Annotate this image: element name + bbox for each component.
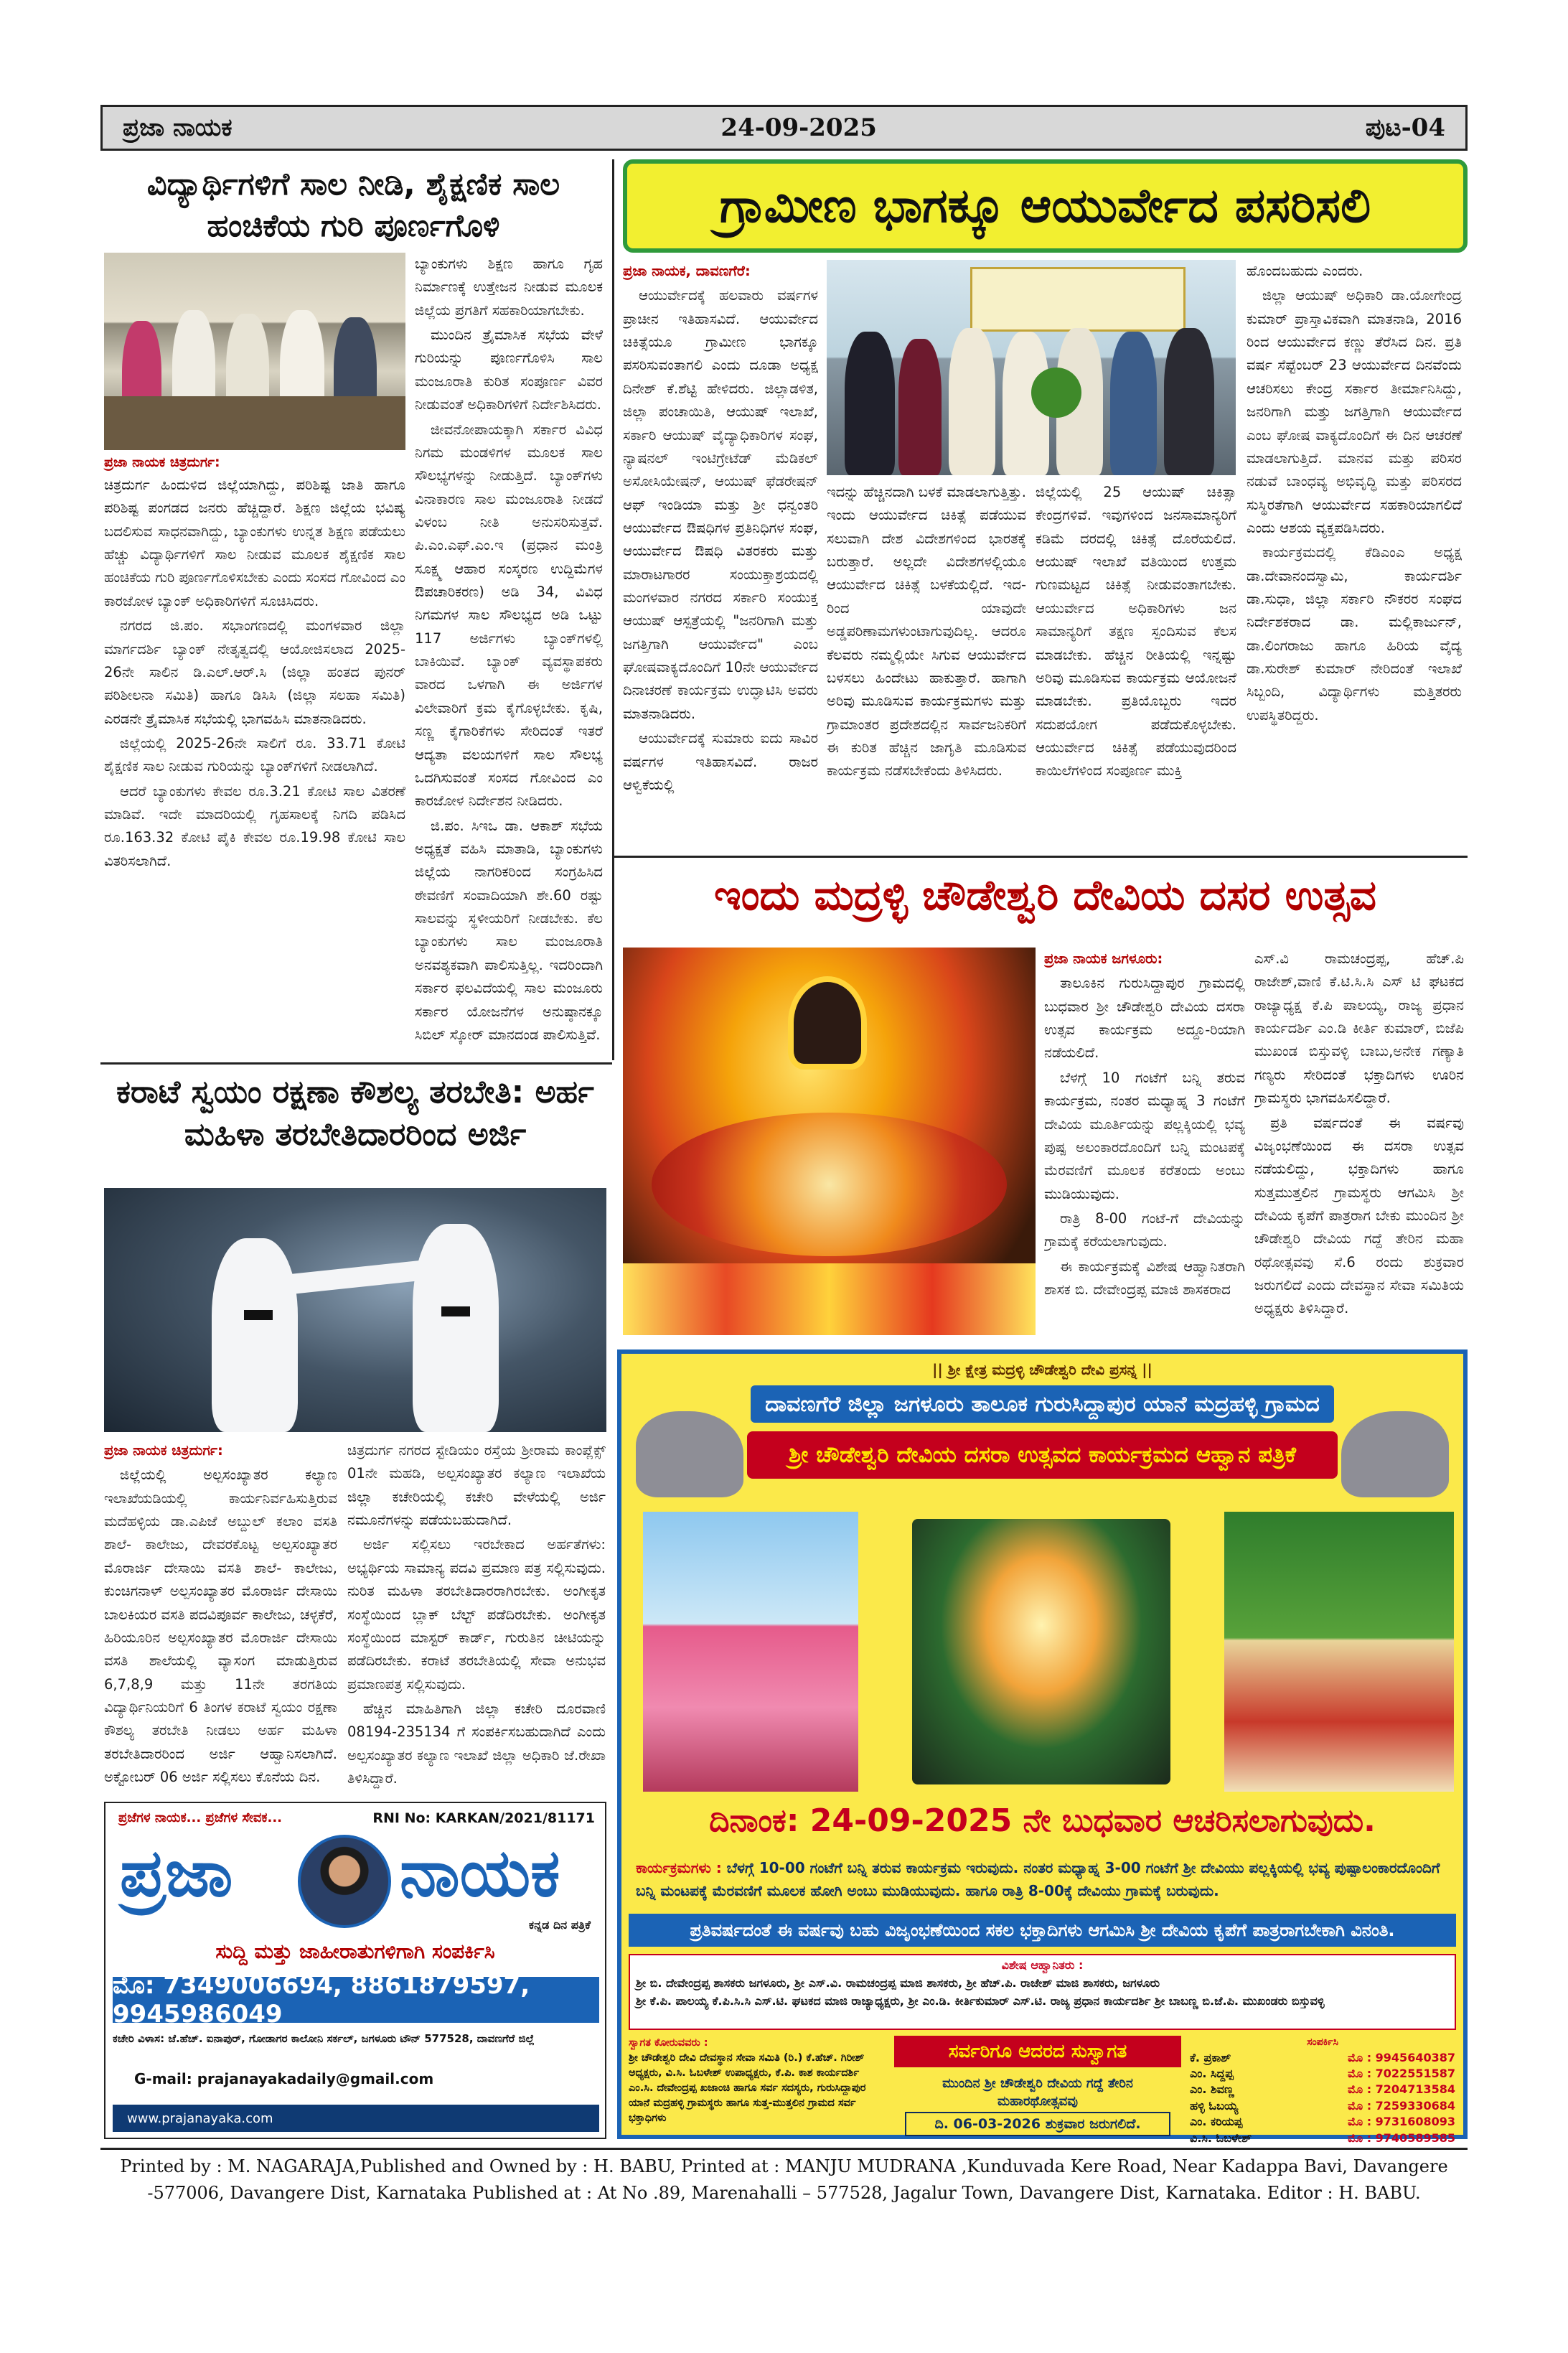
paragraph: ಕಾರ್ಯಕ್ರಮದಲ್ಲಿ ಕೆಡಿಎಂಎ ಅಧ್ಯಕ್ಷ ಡಾ.ದೇವಾನಂದಸ್ವಾಮಿ, ಕಾರ್ಯದರ್ಶಿ ಡಾ.ಸುಧಾ, ಜಿಲ್ಲಾ ಸರ್ಕಾರಿ ನೌಕರರ ಸಂಘದ ನಿರ್ದೇಶಕರಾದ ಡಾ. ಮಲ್ಲಿಕಾರ್ಜುನ್, ಡಾ.ಲಿಂಗರಾಜು ಹಾಗೂ ಹಿರಿಯ ವೈದ್ಯ ಡಾ.ಸುರೇಶ್ ಕುಮಾರ್ ನೇರಿದಂತೆ ಇಲಾಖೆ ಸಿಬ್ಬಂದಿ, ವಿದ್ಯಾರ್ಥಿಗಳು ಮತ್ತಿತರರು ಉಪಸ್ಥಿತರಿದ್ದರು. bbox=[1247, 544, 1462, 724]
karate-photo bbox=[104, 1188, 606, 1432]
story1-headline: ವಿದ್ಯಾರ್ಥಿಗಳಿಗೆ ಸಾಲ ನೀಡಿ, ಶೈಕ್ಷಣಿಕ ಸಾಲ ಹಂಚಿಕೆಯ ಗುರಿ ಪೂರ್ಣಗೊಳಿ bbox=[146, 167, 560, 245]
paragraph: ಬ್ಯಾಂಕುಗಳು ಶಿಕ್ಷಣ ಹಾಗೂ ಗೃಹ ನಿರ್ಮಾಣಕ್ಕೆ ಉತ್ತೇಜನ ನೀಡುವ ಮೂಲಕ ಜಿಲ್ಲೆಯ ಪ್ರಗತಿಗೆ ಸಹಕಾರಿಯಾಗಬೇಕು. bbox=[415, 256, 603, 319]
paragraph: ಜೀವನೋಪಾಯಕ್ಕಾಗಿ ಸರ್ಕಾರ ವಿವಿಧ ನಿಗಮ ಮಂಡಳಿಗಳ ಮೂಲಕ ಸಾಲ ಸೌಲಭ್ಯಗಳನ್ನು ನೀಡುತ್ತಿದೆ. ಬ್ಯಾಂಕ್‌ಗಳು ವಿನಾಕಾರಣ ಸಾಲ ಮಂಜೂರಾತಿ ನೀಡದೆ ವಿಳಂಬ ನೀತಿ ಅನುಸರಿಸುತ್ತವೆ. ಪಿ.ಎಂ.ಎಫ್.ಎಂ.ಇ (ಪ್ರಧಾನ ಮಂತ್ರಿ ಸೂಕ್ಷ್ಮ ಆಹಾರ ಸಂಸ್ಕರಣ ಉದ್ದಿಮೆಗಳ ಔಪಚಾರಿಕರಣ) ಅಡಿ 34, ವಿವಿಧ ನಿಗಮಗಳ ಸಾಲ ಸೌಲಭ್ಯದ ಅಡಿ ಒಟ್ಟು 117 ಅರ್ಜಿಗಳು ಬ್ಯಾಂಕ್‌ಗಳಲ್ಲಿ ಬಾಕಿಯಿವೆ. ಬ್ಯಾಂಕ್ ವ್ಯವಸ್ಥಾಪಕರು ವಾರದ ಒಳಗಾಗಿ ಈ ಅರ್ಜಿಗಳ ವಿಲೇವಾರಿಗೆ ಕ್ರಮ ಕೈಗೊಳ್ಳಬೇಕು. ಕೃಷಿ, ಸಣ್ಣ ಕೈಗಾರಿಕೆಗಳು ಸೇರಿದಂತೆ ಇತರೆ ಆದ್ಯತಾ ವಲಯಗಳಿಗೆ ಸಾಲ ಸೌಲಭ್ಯ ಒದಗಿಸುವಂತೆ ಸಂಸದ ಗೋವಿಂದ ಎಂ ಕಾರಜೋಳ ನಿರ್ದೇಶನ ನೀಡಿದರು. bbox=[415, 421, 603, 810]
meeting-photo bbox=[104, 253, 405, 450]
page-number: ಪುಟ-04 bbox=[1365, 113, 1445, 142]
prajanayaka-house-ad bbox=[104, 1802, 606, 2139]
masthead-subtitle: ಕನ್ನಡ ದಿನ ಪತ್ರಿಕೆ bbox=[528, 1918, 591, 1932]
temple-gopura-photo bbox=[643, 1512, 858, 1792]
masthead-right: ನಾಯಕ bbox=[400, 1835, 560, 1912]
guests-line-2: ಶ್ರೀ ಕೆ.ಪಿ. ಪಾಲಯ್ಯ ಕೆ.ಪಿ.ಸಿ.ಸಿ ಎಸ್.ಟಿ. ಘಟಕದ ಮಾಜಿ ರಾಜ್ಯಾಧ್ಯಕ್ಷರು, ಶ್ರೀ ಎಂ.ಡಿ. ಕೀರ್ತಿಕುಮಾರ್ ಎಸ್.ಟಿ. ರಾಜ್ಯ ಪ್ರಧಾನ ಕಾರ್ಯದರ್ಶಿ ಶ್ರೀ ಬಾಬಣ್ಣ ಬಿ.ಜೆ.ಪಿ. ಮುಖಂಡರು ಬಿಸ್ತುವಳ್ಳಿ bbox=[636, 1993, 1325, 2008]
story1-photo-caption: ಪ್ರಜಾ ನಾಯಕ ಚಿತ್ರದುರ್ಗ: bbox=[104, 454, 220, 470]
paragraph: ಜಿ.ಪಂ. ಸಿಇಒ ಡಾ. ಆಕಾಶ್ ಸಭೆಯ ಅಧ್ಯಕ್ಷತೆ ವಹಿಸಿ ಮಾತಾಡಿ, ಬ್ಯಾಂಕುಗಳು ಜಿಲ್ಲೆಯ ನಾಗರಿಕರಿಂದ ಸಂಗ್ರಹಿಸಿದ ಠೇವಣಿಗೆ ಸಂವಾದಿಯಾಗಿ ಶೇ.60 ರಷ್ಟು ಸಾಲವನ್ನು ಸ್ಥಳೀಯರಿಗೆ ನೀಡಬೇಕು. ಕೆಲ ಬ್ಯಾಂಕುಗಳು ಸಾಲ ಮಂಜೂರಾತಿ ಅನವಶ್ಯಕವಾಗಿ ಪಾಲಿಸುತ್ತಿಲ್ಲ. ಇದರಿಂದಾಗಿ ಸರ್ಕಾರ ಫಲವಿದೆಯಲ್ಲಿ ಸಾಲ ಮಂಜೂರು ಸರ್ಕಾರ ಯೋಜನೆಗಳ ಅನುಷ್ಠಾನಕ್ಕೂ ಸಿಬಿಲ್ ಸ್ಕೋರ್ ಮಾನದಂಡ ಪಾಲಿಸುತ್ತಿವೆ. bbox=[415, 817, 603, 1043]
story3-column-b bbox=[1254, 948, 1464, 1339]
guests-box bbox=[629, 1954, 1456, 2030]
paragraph: ಈ ಕಾರ್ಯಕ್ರಮಕ್ಕೆ ವಿಶೇಷ ಆಹ್ವಾನಿತರಾಗಿ ಶಾಸಕ ಬಿ. ದೇವೇಂದ್ರಪ್ಪ ಮಾಜಿ ಶಾಸಕರಾದ bbox=[1044, 1258, 1245, 1299]
paragraph: ಮುಂದಿನ ತ್ರೈಮಾಸಿಕ ಸಭೆಯ ವೇಳೆ ಗುರಿಯನ್ನು ಪೂರ್ಣಗೊಳಿಸಿ ಸಾಲ ಮಂಜೂರಾತಿ ಕುರಿತ ಸಂಪೂರ್ಣ ವಿವರ ನೀಡುವಂತೆ ಅಧಿಕಾರಿಗಳಿಗೆ ನಿರ್ದೇಶಿಸಿದರು. bbox=[415, 327, 603, 413]
contact-row: ಕೆ. ಪ್ರಕಾಶ್ ಮೊ : 9945640387 bbox=[1190, 2050, 1455, 2064]
goddess-photo bbox=[912, 1519, 1170, 1784]
story4-headline: ಕರಾಟೆ ಸ್ವಯಂ ರಕ್ಷಣಾ ಕೌಶಲ್ಯ ತರಬೇತಿ: ಅರ್ಹ ಮಹಿಳಾ ತರಬೇತಿದಾರರಿಂದ ಅರ್ಜಿ bbox=[116, 1074, 594, 1154]
paper-name: ಪ್ರಜಾ ನಾಯಕ bbox=[123, 113, 233, 142]
paragraph: ತಾಲೂಕಿನ ಗುರುಸಿದ್ದಾಪುರ ಗ್ರಾಮದಲ್ಲಿ ಬುಧವಾರ ಶ್ರೀ ಚೌಡೇಶ್ವರಿ ದೇವಿಯ ದಸರಾ ಉತ್ಸವ ಕಾರ್ಯಕ್ರಮ ಅದ್ದೂ-ರಿಯಾಗಿ ನಡೆಯಲಿದೆ. bbox=[1044, 975, 1245, 1062]
story2-headline: ಗ್ರಾಮೀಣ ಭಾಗಕ್ಕೂ ಆಯುರ್ವೇದ ಪಸರಿಸಲಿ bbox=[719, 178, 1371, 234]
welcome-text: ಶ್ರೀ ಚೌಡೇಶ್ವರಿ ದೇವಿ ದೇವಸ್ಥಾನ ಸೇವಾ ಸಮಿತಿ (ರಿ.) ಕೆ.ಹೆಚ್. ಗಿರೀಶ್ ಅಧ್ಯಕ್ಷರು, ವಿ.ಸಿ. ಓಬಳೇಶ್ ಉಪಾಧ್ಯಕ್ಷರು, ಕೆ.ಪಿ. ಕಾಶ ಕಾರ್ಯದರ್ಶಿ ಎಂ.ಸಿ. ದೇವೇಂದ್ರಪ್ಪ ಖಜಾಂಚಿ ಹಾಗೂ ಸರ್ವ ಸದಸ್ಯರು, ಗುರುಸಿದ್ದಾಪುರ ಯಾನೆ ಮದ್ರಹಳ್ಳಿ ಗ್ರಾಮಸ್ಥರು ಹಾಗೂ ಸುತ್ತ-ಮುತ್ತಲಿನ ಗ್ರಾಮದ ಸರ್ವ ಭಕ್ತಾಧಿಗಳು bbox=[629, 2052, 866, 2125]
paragraph: ಆಯುರ್ವೇದಕ್ಕೆ ಸುಮಾರು ಐದು ಸಾವಿರ ವರ್ಷಗಳ ಇತಿಹಾಸವಿದೆ. ರಾಜರ ಆಳ್ವಿಕೆಯಲ್ಲಿ bbox=[623, 730, 818, 793]
guests-label: ವಿಶೇಷ ಆಹ್ವಾನಿತರು : bbox=[1001, 1958, 1084, 1972]
dasara-invitation-ad bbox=[617, 1349, 1468, 2145]
elephant-right-icon bbox=[1341, 1411, 1449, 1497]
masthead-left: ಪ್ರಜಾ bbox=[120, 1835, 233, 1912]
imprint-line-2: -577006, Davangere Dist, Karnataka Published at : At No .89, Marenahalli – 577528, Jagalur Town, Davangere Dist, Karnataka. Editor : H. BABU. bbox=[147, 2183, 1421, 2204]
story2-column-a bbox=[623, 260, 818, 848]
paragraph: ಹೆಚ್ಚಿನ ಮಾಹಿತಿಗಾಗಿ ಜಿಲ್ಲಾ ಕಚೇರಿ ದೂರವಾಣಿ 08194-235134 ಗೆ ಸಂಪರ್ಕಿಸಬಹುದಾಗಿದೆ ಎಂದು ಅಲ್ಪಸಂಖ್ಯಾತರ ಕಲ್ಯಾಣ ಇಲಾಖೆ ಜಿಲ್ಲಾ ಅಧಿಕಾರಿ ಜೆ.ರೇಖಾ ತಿಳಿಸಿದ್ದಾರೆ. bbox=[347, 1700, 606, 1787]
story2-headline-box bbox=[623, 159, 1468, 253]
paragraph: ಅರ್ಜಿ ಸಲ್ಲಿಸಲು ಇರಬೇಕಾದ ಅರ್ಹತೆಗಳು: ಅಭ್ಯರ್ಥಿಯ ಸಾಮಾನ್ಯ ಪದವಿ ಪ್ರಮಾಣ ಪತ್ರ ಸಲ್ಲಿಸುವುದು. ನುರಿತ ಮಹಿಳಾ ತರಬೇತಿದಾರರಾಗಿರಬೇಕು. ಅಂಗೀಕೃತ ಸಂಸ್ಥೆಯಿಂದ ಬ್ಲಾಕ್ ಬೆಲ್ಟ್ ಪಡೆದಿರಬೇಕು. ಅಂಗೀಕೃತ ಸಂಸ್ಥೆಯಿಂದ ಮಾಸ್ಟರ್ ಕಾರ್ಡ್, ಗುರುತಿನ ಚೀಟಿಯನ್ನು ಪಡೆದಿರಬೇಕು. ಕರಾಟೆ ತರಬೇತಿಯಲ್ಲಿ ಸೇವಾ ಅನುಭವ ಪ್ರಮಾಣಪತ್ರ ಸಲ್ಲಿಸುವುದು. bbox=[347, 1536, 606, 1693]
paragraph: ಪ್ರತಿ ವರ್ಷದಂತೆ ಈ ವರ್ಷವು ವಿಜೃಂಭಣೆಯಿಂದ ಈ ದಸರಾ ಉತ್ಸವ ನಡೆಯಲಿದ್ದು, ಭಕ್ತಾದಿಗಳು ಹಾಗೂ ಸುತ್ತಮುತ್ತಲಿನ ಗ್ರಾಮಸ್ಥರು ಆಗಮಿಸಿ ಶ್ರೀ ದೇವಿಯ ಕೃಪೆಗೆ ಪಾತ್ರರಾಗ ಬೇಕು ಮುಂದಿನ ಶ್ರೀ ಚೌಡೇಶ್ವರಿ ದೇವಿಯ ಗದ್ದೆ ತೇರಿನ ಮಹಾ ರಥೋತ್ಸವವು ಸೆ.6 ರಂದು ಶುಕ್ರವಾರ ಜರುಗಲಿದೆ ಎಂದು ದೇವಸ್ಥಾನ ಸೇವಾ ಸಮಿತಿಯ ಅಧ್ಯಕ್ಷರು ತಿಳಿಸಿದ್ದಾರೆ. bbox=[1254, 1114, 1464, 1317]
paragraph: ಆದರೆ ಬ್ಯಾಂಕುಗಳು ಕೇವಲ ರೂ.3.21 ಕೋಟಿ ಸಾಲ ವಿತರಣೆ ಮಾಡಿವೆ. ಇದೇ ಮಾದರಿಯಲ್ಲಿ ಗೃಹಸಾಲಕ್ಕೆ ನಿಗದಿ ಪಡಿಸಿದ ರೂ.163.32 ಕೋಟಿ ಪೈಕಿ ಕೇವಲ ರೂ.19.98 ಕೋಟಿ ಸಾಲ ವಿತರಿಸಲಾಗಿದೆ. bbox=[104, 782, 405, 869]
invite-program bbox=[636, 1856, 1454, 1902]
next-event: ಮುಂದಿನ ಶ್ರೀ ಚೌಡೇಶ್ವರಿ ದೇವಿಯ ಗದ್ದೆ ತೇರಿನ ಮಹಾರಥೋತ್ಸವವು bbox=[942, 2076, 1133, 2110]
story4-column-a bbox=[104, 1439, 337, 1791]
phone-strip: ಮೊ: 7349006694, 8861879597, 9945986049 bbox=[113, 1977, 599, 2023]
paragraph: ನಗರದ ಜಿ.ಪಂ. ಸಭಾಂಗಣದಲ್ಲಿ ಮಂಗಳವಾರ ಜಿಲ್ಲಾ ಮಾರ್ಗದರ್ಶಿ ಬ್ಯಾಂಕ್ ನೇತೃತ್ವದಲ್ಲಿ ಆಯೋಜಿಸಲಾದ 2025-26ನೇ ಸಾಲಿನ ಡಿ.ಎಲ್.ಆರ್.ಸಿ (ಜಿಲ್ಲಾ ಹಂತದ ಪುನರ್ ಪರಿಶೀಲನಾ ಸಮಿತಿ) ಹಾಗೂ ಡಿಸಿಸಿ (ಜಿಲ್ಲಾ ಸಲಹಾ ಸಮಿತಿ) ಎರಡನೇ ತ್ರೈಮಾಸಿಕ ಸಭೆಯಲ್ಲಿ ಭಾಗವಹಿಸಿ ಮಾತನಾಡಿದರು. bbox=[104, 617, 405, 727]
story2-column-b bbox=[827, 481, 1026, 848]
program-text: ಬೆಳಗ್ಗೆ 10-00 ಗಂಟೆಗೆ ಬನ್ನಿ ತರುವ ಕಾರ್ಯಕ್ರಮ ಇರುವುದು. ನಂತರ ಮಧ್ಯಾಹ್ನ 3-00 ಗಂಟೆಗೆ ಶ್ರೀ ದೇವಿಯು ಪಲ್ಲಕ್ಕಿಯಲ್ಲಿ ಭವ್ಯ ಪುಷ್ಪಾಲಂಕಾರದೊಂದಿಗೆ ಬನ್ನಿ ಮಂಟಪಕ್ಕೆ ಮೆರವಣಿಗೆ ಮೂಲಕ ಹೋಗಿ ಅಂಬು ಮುಡಿಯುವುದು. ಹಾಗೂ ರಾತ್ರಿ 8-00ಕ್ಕೆ ದೇವಿಯು ಗ್ರಾಮಕ್ಕೆ ಬರುವುದು. bbox=[636, 1859, 1440, 1899]
contact-row: ಎಂ. ಶಿವಣ್ಣ ಮೊ : 7204713584 bbox=[1190, 2082, 1455, 2097]
paragraph: ಜಿಲ್ಲೆಯಲ್ಲಿ ಅಲ್ಪಸಂಖ್ಯಾತರ ಕಲ್ಯಾಣ ಇಲಾಖೆಯಡಿಯಲ್ಲಿ ಕಾರ್ಯನಿರ್ವಹಿಸುತ್ತಿರುವ ಮದೆಹಳ್ಳಿಯ ಡಾ.ಎಪಿಜೆ ಅಬ್ದುಲ್ ಕಲಾಂ ವಸತಿ ಶಾಲೆ- ಕಾಲೇಜು, ದೇವರಕೊಟ್ಟ ಅಲ್ಪಸಂಖ್ಯಾತರ ಮೊರಾರ್ಜಿ ದೇಸಾಯಿ ವಸತಿ ಶಾಲೆ- ಕಾಲೇಜು, ಕುಂಚಿಗನಾಳ್ ಅಲ್ಪಸಂಖ್ಯಾತರ ಮೊರಾರ್ಜಿ ದೇಸಾಯಿ ಬಾಲಕಿಯರ ವಸತಿ ಪದವಿಪೂರ್ವ ಕಾಲೇಜು, ಚಳ್ಳಕೆರೆ, ಹಿರಿಯೂರಿನ ಅಲ್ಪಸಂಖ್ಯಾತರ ಮೊರಾರ್ಜಿ ದೇಸಾಯಿ ವಸತಿ ಶಾಲೆಯಲ್ಲಿ ವ್ಯಾಸಂಗ ಮಾಡುತ್ತಿರುವ 6,7,8,9 ಮತ್ತು 11ನೇ ತರಗತಿಯ ವಿದ್ಯಾರ್ಥಿನಿಯರಿಗೆ 6 ತಿಂಗಳ ಕರಾಟೆ ಸ್ವಯಂ ರಕ್ಷಣಾ ಕೌಶಲ್ಯ ತರಬೇತಿ ನೀಡಲು ಅರ್ಹ ಮಹಿಳಾ ತರಬೇತಿದಾರರಿಂದ ಅರ್ಜಿ ಆಹ್ವಾನಿಸಲಾಗಿದೆ. ಅಕ್ಟೋಬರ್ 06 ಅರ್ಜಿ ಸಲ್ಲಿಸಲು ಕೊನೆಯ ದಿನ. bbox=[104, 1466, 337, 1786]
story2-column-c bbox=[1036, 481, 1236, 848]
story4-column-b bbox=[347, 1439, 606, 1791]
contacts-label: ಸಂಪರ್ಕಿಸಿ bbox=[1307, 2036, 1338, 2048]
program-label: ಕಾರ್ಯಕ್ರಮಗಳು : bbox=[636, 1859, 722, 1876]
story3-byline: ಪ್ರಜಾ ನಾಯಕ ಜಗಳೂರು: bbox=[1044, 950, 1163, 967]
paragraph: ಇದನ್ನು ಹೆಚ್ಚಿನದಾಗಿ ಬಳಕೆ ಮಾಡಲಾಗುತ್ತಿತ್ತು. ಇಂದು ಆಯುರ್ವೇದ ಚಿಕಿತ್ಸೆ ಪಡೆಯುವ ಸಲುವಾಗಿ ದೇಶ ವಿದೇಶಗಳಿಂದ ಭಾರತಕ್ಕೆ ಬರುತ್ತಾರೆ. ಅಲ್ಲದೇ ವಿದೇಶಗಳಲ್ಲಿಯೂ ಆಯುರ್ವೇದ ಚಿಕಿತ್ಸೆ ಬಳಕೆಯಲ್ಲಿದೆ. ಇದ-ರಿಂದ ಯಾವುದೇ ಅಡ್ಡಪರಿಣಾಮಗಳುಂಟಾಗುವುದಿಲ್ಲ. ಆದರೂ ಕೆಲವರು ನಮ್ಮಲ್ಲಿಯೇ ಸಿಗುವ ಆಯುರ್ವೇದ ಬಳಸಲು ಹಿಂದೇಟು ಹಾಕುತ್ತಾರೆ. ಹಾಗಾಗಿ ಅರಿವು ಮೂಡಿಸುವ ಕಾರ್ಯಕ್ರಮಗಳು ಮತ್ತು ಗ್ರಾಮಾಂತರ ಪ್ರದೇಶದಲ್ಲಿನ ಸಾರ್ವಜನಿಕರಿಗೆ ಈ ಕುರಿತ ಹೆಚ್ಚಿನ ಜಾಗೃತಿ ಮೂಡಿಸುವ ಕಾರ್ಯಕ್ರಮ ನಡೆಸಬೇಕೆಂದು ತಿಳಿಸಿದರು. bbox=[827, 484, 1026, 780]
issue-date: 24-09-2025 bbox=[720, 113, 877, 142]
story2-column-d bbox=[1247, 260, 1462, 848]
imprint-footer bbox=[100, 2153, 1468, 2207]
paragraph: ಜಿಲ್ಲೆಯಲ್ಲಿ 25 ಆಯುಷ್ ಚಿಕಿತ್ಸಾ ಕೇಂದ್ರಗಳಿವೆ. ಇವುಗಳಿಂದ ಜನಸಾಮಾನ್ಯರಿಗೆ ಕಡಿಮೆ ದರದಲ್ಲಿ ಚಿಕಿತ್ಸೆ ದೊರೆಯಲಿದೆ. ಆಯುಷ್ ಇಲಾಖೆ ವತಿಯಿಂದ ಉತ್ತಮ ಗುಣಮಟ್ಟದ ಚಿಕಿತ್ಸೆ ನೀಡುವಂತಾಗಬೇಕು. ಆಯುರ್ವೇದ ಅಧಿಕಾರಿಗಳು ಜನ ಸಾಮಾನ್ಯರಿಗೆ ತಕ್ಷಣ ಸ್ಪಂದಿಸುವ ಕೆಲಸ ಮಾಡಬೇಕು. ಹೆಚ್ಚಿನ ರೀತಿಯಲ್ಲಿ ಇನ್ನಷ್ಟು ಅರಿವು ಮೂಡಿಸುವ ಕಾರ್ಯಕ್ರಮ ಆಯೋಜನೆ ಮಾಡಬೇಕು. ಪ್ರತಿಯೊಬ್ಬರು ಇದರ ಸದುಪಯೋಗ ಪಡೆದುಕೊಳ್ಳಬೇಕು. ಆಯುರ್ವೇದ ಚಿಕಿತ್ಸೆ ಪಡೆಯುವುದರಿಂದ ಕಾಯಿಲೆಗಳಿಂದ ಸಂಪೂರ್ಣ ಮುಕ್ತಿ bbox=[1036, 484, 1236, 780]
story3-column-a bbox=[1044, 948, 1245, 1339]
paragraph: ಚಿತ್ರದುರ್ಗ ಹಿಂದುಳಿದ ಜಿಲ್ಲೆಯಾಗಿದ್ದು, ಪರಿಶಿಷ್ಟ ಜಾತಿ ಹಾಗೂ ಪರಿಶಿಷ್ಟ ಪಂಗಡದ ಜನರು ಹೆಚ್ಚಿದ್ದಾರೆ. ಶಿಕ್ಷಣ ಜಿಲ್ಲೆಯ ಭವಿಷ್ಯ ಬದಲಿಸುವ ಸಾಧನವಾಗಿದ್ದು, ಬ್ಯಾಂಕುಗಳು ಉನ್ನತ ಶಿಕ್ಷಣ ಪಡೆಯಲು ಹೆಚ್ಚು ವಿದ್ಯಾರ್ಥಿಗಳಿಗೆ ಸಾಲ ನೀಡುವ ಮೂಲಕ ಶೈಕ್ಷಣಿಕ ಸಾಲ ಹಂಚಿಕೆಯ ಗುರಿ ಪೂರ್ಣಗೊಳಿಸಬೇಕು ಎಂದು ಸಂಸದ ಗೋವಿಂದ ಎಂ ಕಾರಜೋಳ ಬ್ಯಾಂಕ್ ಅಧಿಕಾರಿಗಳಿಗೆ ಸೂಚಿಸಿದರು. bbox=[104, 477, 405, 609]
paragraph: ಎಸ್.ವಿ ರಾಮಚಂದ್ರಪ್ಪ, ಹೆಚ್.ಪಿ ರಾಜೇಶ್,ವಾಣಿ ಕೆ.ಟಿ.ಸಿ.ಸಿ ಎಸ್ ಟಿ ಘಟಕದ ರಾಜ್ಯಾಧ್ಯಕ್ಷ ಕೆ.ಪಿ ಪಾಲಯ್ಯ, ರಾಜ್ಯ ಪ್ರಧಾನ ಕಾರ್ಯದರ್ಶಿ ಎಂ.ಡಿ ಕೀರ್ತಿ ಕುಮಾರ್, ಬಿಜೆಪಿ ಮುಖಂಡ ಬಿಸ್ತುವಳ್ಳಿ ಬಾಬು,ಅನೇಕ ಗಣ್ಯಾತಿ ಗಣ್ಯರು ಸೇರಿದಂತೆ ಭಕ್ತಾದಿಗಳು ಊರಿನ ಗ್ರಾಮಸ್ಥರು ಭಾಗವಹಿಸಲಿದ್ದಾರೆ. bbox=[1254, 950, 1464, 1107]
invite-place: ದಾವಣಗೆರೆ ಜಿಲ್ಲಾ ಜಗಳೂರು ತಾಲೂಕ ಗುರುಸಿದ್ದಾಪುರ ಯಾನೆ ಮದ್ರಹಳ್ಳಿ ಗ್ರಾಮದ bbox=[751, 1385, 1334, 1423]
house-ad-tagline: ಪ್ರಜೆಗಳ ನಾಯಕ... ಪ್ರಜೆಗಳ ಸೇವಕ... bbox=[118, 1810, 283, 1825]
paragraph: ಹೊಂದಬಹುದು ಎಂದರು. bbox=[1247, 263, 1363, 279]
contact-row: ವಿ.ಸಿ. ಓಬಳೇಶ್ ಮೊ : 9740589585 bbox=[1190, 2130, 1455, 2145]
contacts-box bbox=[1190, 2036, 1455, 2145]
story4-byline: ಪ್ರಜಾ ನಾಯಕ ಚಿತ್ರದುರ್ಗ: bbox=[104, 1442, 223, 1459]
paragraph: ಜಿಲ್ಲೆಯಲ್ಲಿ 2025-26ನೇ ಸಾಲಿಗೆ ರೂ. 33.71 ಕೋಟಿ ಶೈಕ್ಷಣಿಕ ಸಾಲ ನೀಡುವ ಗುರಿಯನ್ನು ಬ್ಯಾಂಕ್‌ಗಳಿಗೆ ನೀಡಲಾಗಿದೆ. bbox=[104, 734, 405, 775]
page-header-bar bbox=[100, 105, 1468, 151]
invite-top-line: || ಶ್ರೀ ಕ್ಷೇತ್ರ ಮದ್ರಳ್ಳಿ ಚೌಡೇಶ್ವರಿ ದೇವಿ ಪ್ರಸನ್ನ || bbox=[932, 1361, 1152, 1378]
next-event-date: ದಿ. 06-03-2026 ಶುಕ್ರವಾರ ಜರುಗಲಿದೆ. bbox=[905, 2112, 1170, 2136]
footer-rule bbox=[100, 2148, 1468, 2150]
ambedkar-portrait bbox=[298, 1835, 391, 1928]
invite-title: ಶ್ರೀ ಚೌಡೇಶ್ವರಿ ದೇವಿಯ ದಸರಾ ಉತ್ಸವದ ಕಾರ್ಯಕ್ರಮದ ಆಹ್ವಾನ ಪತ್ರಿಕೆ bbox=[747, 1431, 1338, 1479]
paragraph: ಆಯುರ್ವೇದಕ್ಕೆ ಹಲವಾರು ವರ್ಷಗಳ ಪ್ರಾಚೀನ ಇತಿಹಾಸವಿದೆ. ಆಯುರ್ವೇದ ಚಿಕಿತ್ಸೆಯೂ ಗ್ರಾಮೀಣ ಭಾಗಕ್ಕೂ ಪಸರಿಸುವಂತಾಗಲಿ ಎಂದು ದೂಡಾ ಅಧ್ಯಕ್ಷ ದಿನೇಶ್ ಕೆ.ಶೆಟ್ಟಿ ಹೇಳಿದರು. ಜಿಲ್ಲಾಡಳಿತ, ಜಿಲ್ಲಾ ಪಂಚಾಯಿತಿ, ಆಯುಷ್ ಇಲಾಖೆ, ಸರ್ಕಾರಿ ಆಯುಷ್ ವೈದ್ಯಾಧಿಕಾರಿಗಳ ಸಂಘ, ನ್ಯಾಷನಲ್ ಇಂಟಿಗ್ರೇಟೆಡ್ ಮೆಡಿಕಲ್ ಅಸೋಸಿಯೇಷನ್, ಆಯುಷ್ ಫೆಡರೇಷನ್ ಆಫ್ ಇಂಡಿಯಾ ಮತ್ತು ಶ್ರೀ ಧನ್ವಂತರಿ ಆಯುರ್ವೇದ ಔಷಧಿಗಳ ಪ್ರತಿನಿಧಿಗಳ ಸಂಘ, ಆಯುರ್ವೇದ ಔಷಧಿ ವಿತರಕರು ಮತ್ತು ಮಾರಾಟಗಾರರ ಸಂಯುಕ್ತಾಶ್ರಯದಲ್ಲಿ ಮಂಗಳವಾರ ನಗರದ ಸರ್ಕಾರಿ ಸಂಯುಕ್ತ ಆಯುಷ್ ಆಸ್ಪತ್ರೆಯಲ್ಲಿ "ಜನರಿಗಾಗಿ ಮತ್ತು ಜಗತ್ತಿಗಾಗಿ ಆಯುರ್ವೇದ" ಎಂಬ ಘೋಷವಾಕ್ಯದೊಂದಿಗೆ 10ನೇ ಆಯುರ್ವೇದ ದಿನಾಚರಣೆ ಕಾರ್ಯಕ್ರಮ ಉದ್ಘಾಟಿಸಿ ಅವರು ಮಾತನಾಡಿದರು. bbox=[623, 287, 818, 722]
section-divider bbox=[100, 1062, 612, 1065]
office-address: ಕಚೇರಿ ವಿಳಾಸ: ಜೆ.ಹೆಚ್. ಐನಾಪುರ್, ಗೋಡಾಗರ ಕಾಲೋನಿ ಸರ್ಕಲ್, ಜಗಳೂರು ಟೌನ್ 577528, ದಾವಣಗೆರೆ ಜಿಲ್ಲೆ bbox=[113, 2032, 535, 2045]
story1-column-b bbox=[415, 253, 603, 1057]
story3-headline: ಇಂದು ಮದ್ರಳ್ಳಿ ಚೌಡೇಶ್ವರಿ ದೇವಿಯ ದಸರ ಉತ್ಸವ bbox=[714, 871, 1376, 920]
imprint-line-1: Printed by : M. NAGARAJA,Published and Owned by : H. BABU, Printed at : MANJU MUDRANA ,Kunduvada Kere Road, Near Kadappa Bavi, Davangere bbox=[120, 2156, 1448, 2176]
invite-appeal: ಪ್ರತಿವರ್ಷದಂತೆ ಈ ವರ್ಷವು ಬಹು ವಿಜೃಂಭಣೆಯಿಂದ ಸಕಲ ಭಕ್ತಾದಿಗಳು ಆಗಮಿಸಿ ಶ್ರೀ ದೇವಿಯ ಕೃಪೆಗೆ ಪಾತ್ರರಾಗಬೇಕಾಗಿ ವಿನಂತಿ. bbox=[629, 1914, 1456, 1947]
invite-date-line: ದಿನಾಂಕ: 24-09-2025 ನೇ ಬುಧವಾರ ಆಚರಿಸಲಾಗುವುದು. bbox=[709, 1802, 1376, 1839]
contact-row: ಎಂ. ಸಿದ್ದಪ್ಪ ಮೊ : 7022551587 bbox=[1190, 2066, 1455, 2080]
section-divider bbox=[614, 856, 1468, 858]
email-line: G-mail: prajanayakadaily@gmail.com bbox=[134, 2070, 434, 2087]
temple-flowers-photo bbox=[623, 948, 1036, 1335]
ayurveda-event-photo bbox=[827, 260, 1236, 475]
paragraph: ರಾತ್ರಿ 8-00 ಗಂಟೆ-ಗೆ ದೇವಿಯನ್ನು ಗ್ರಾಮಕ್ಕೆ ಕರೆಯಲಾಗುವುದು. bbox=[1044, 1210, 1245, 1250]
elephant-left-icon bbox=[636, 1411, 743, 1497]
guests-line-1: ಶ್ರೀ ಬಿ. ದೇವೇಂದ್ರಪ್ಪ ಶಾಸಕರು ಜಗಳೂರು, ಶ್ರೀ ಎಸ್.ವಿ. ರಾಮಚಂದ್ರಪ್ಪ ಮಾಜಿ ಶಾಸಕರು, ಶ್ರೀ ಹೆಚ್.ಪಿ. ರಾಜೇಶ್ ಮಾಜಿ ಶಾಸಕರು, ಜಗಳೂರು bbox=[636, 1975, 1160, 1990]
website-url: www.prajanayaka.com bbox=[127, 2110, 273, 2126]
paragraph: ಜಿಲ್ಲಾ ಆಯುಷ್ ಅಧಿಕಾರಿ ಡಾ.ಯೋಗೇಂದ್ರ ಕುಮಾರ್ ಪ್ರಾಸ್ತಾವಿಕವಾಗಿ ಮಾತನಾಡಿ, 2016 ರಿಂದ ಆಯುರ್ವೇದ ಕಣ್ಣು ತೆರೆಸಿದ ದಿನ. ಪ್ರತಿ ವರ್ಷ ಸೆಪ್ಟೆಂಬರ್ 23 ಆಯುರ್ವೇದ ದಿನವೆಂದು ಆಚರಿಸಲು ಕೇಂದ್ರ ಸರ್ಕಾರ ತೀರ್ಮಾನಿಸಿದ್ದು, ಜನರಿಗಾಗಿ ಮತ್ತು ಜಗತ್ತಿಗಾಗಿ ಆಯುರ್ವೇದ ಎಂಬ ಘೋಷ ವಾಕ್ಯದೊಂದಿಗೆ ಈ ದಿನ ಆಚರಣೆ ಮಾಡಲಾಗುತ್ತಿದೆ. ಮಾನವ ಮತ್ತು ಪರಿಸರ ನಡುವೆ ಬಾಂಧವ್ಯ ಅಭಿವೃದ್ಧಿ ಮತ್ತು ಪರಿಸರದ ಸುಸ್ಥಿರತೆಗಾಗಿ ಆಯುರ್ವೇದ ಸಹಕಾರಿಯಾಗಲಿದೆ ಎಂದು ಆಶಯ ವ್ಯಕ್ತಪಡಿಸಿದರು. bbox=[1247, 287, 1462, 536]
story1-column-a bbox=[104, 474, 405, 1057]
contact-line: ಸುದ್ದಿ ಮತ್ತು ಜಾಹೀರಾತುಗಳಿಗಾಗಿ ಸಂಪರ್ಕಿಸಿ bbox=[215, 1940, 495, 1963]
paragraph: ಚಿತ್ರದುರ್ಗ ನಗರದ ಸ್ಟೇಡಿಯಂ ರಸ್ತೆಯ ಶ್ರೀರಾಮ ಕಾಂಪ್ಲೆಕ್ಸ್ 01ನೇ ಮಹಡಿ, ಅಲ್ಪಸಂಖ್ಯಾತರ ಕಲ್ಯಾಣ ಇಲಾಖೆಯ ಜಿಲ್ಲಾ ಕಚೇರಿಯಲ್ಲಿ ಕಚೇರಿ ವೇಳೆಯಲ್ಲಿ ಅರ್ಜಿ ನಮೂನೆಗಳನ್ನು ಪಡೆಯಬಹುದಾಗಿದೆ. bbox=[347, 1442, 606, 1529]
welcome-box bbox=[629, 2036, 887, 2136]
contact-row: ಎಂ. ಕರಿಯಪ್ಪ ಮೊ : 9731608093 bbox=[1190, 2115, 1455, 2129]
contact-row: ಹಳ್ಳಿ ಓಬಯ್ಯ ಮೊ : 7259330684 bbox=[1190, 2098, 1455, 2113]
greeting-banner: ಸರ್ವರಿಗೂ ಆದರದ ಸುಸ್ವಾಗತ bbox=[894, 2036, 1181, 2067]
story2-byline: ಪ್ರಜಾ ನಾಯಕ, ದಾವಣಗೆರೆ: bbox=[623, 263, 751, 279]
paragraph: ಬೆಳಗ್ಗೆ 10 ಗಂಟೆಗೆ ಬನ್ನಿ ತರುವ ಕಾರ್ಯಕ್ರಮ, ನಂತರ ಮಧ್ಯಾಹ್ನ 3 ಗಂಟೆಗೆ ದೇವಿಯ ಮೂರ್ತಿಯನ್ನು ಪಲ್ಲಕ್ಕಿಯಲ್ಲಿ ಭವ್ಯ ಪುಷ್ಪ ಅಲಂಕಾರದೊಂದಿಗೆ ಬನ್ನಿ ಮಂಟಪಕ್ಕೆ ಮೆರವಣಿಗೆ ಮೂಲಕ ಕರೆತಂದು ಅಂಬು ಮುಡಿಯುವುದು. bbox=[1044, 1069, 1245, 1202]
website-bar bbox=[113, 2105, 599, 2132]
chariot-photo bbox=[1224, 1512, 1454, 1792]
welcome-label: ಸ್ವಾಗತ ಕೋರುವವರು : bbox=[629, 2037, 708, 2049]
rni-number: RNI No: KARKAN/2021/81171 bbox=[372, 1810, 595, 1826]
column-divider bbox=[612, 159, 614, 1060]
